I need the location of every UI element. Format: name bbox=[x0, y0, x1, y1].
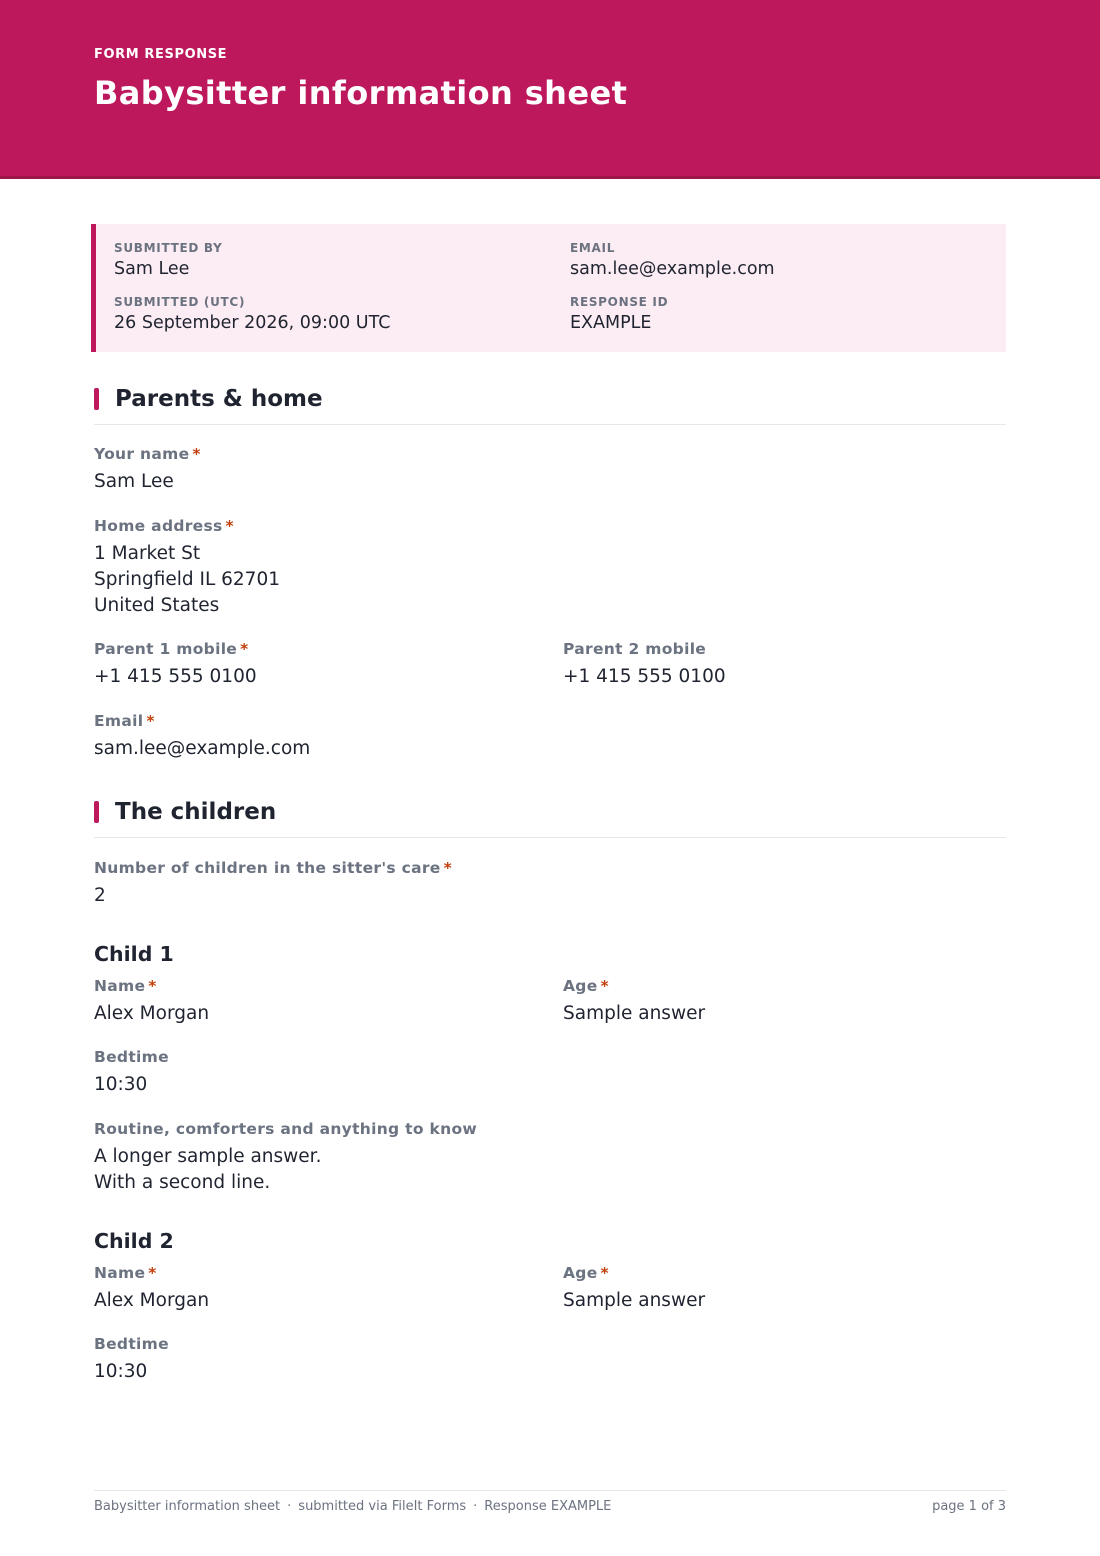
meta-label: EMAIL bbox=[570, 241, 616, 255]
footer-info bbox=[94, 1499, 611, 1515]
field-value: 2 bbox=[94, 885, 106, 906]
field-value: +1 415 555 0100 bbox=[563, 666, 726, 687]
field-label: Age * bbox=[563, 977, 609, 995]
field-child1-name bbox=[94, 976, 209, 1027]
footer-form-name: Babysitter information sheet bbox=[94, 1499, 281, 1514]
page-number: page 1 of 3 bbox=[932, 1499, 1006, 1514]
footer-response: Response EXAMPLE bbox=[484, 1499, 612, 1514]
meta-value: EXAMPLE bbox=[570, 313, 652, 333]
field-child2-name bbox=[94, 1263, 209, 1314]
field-label: Parent 1 mobile * bbox=[94, 640, 249, 658]
submission-meta bbox=[91, 224, 1006, 352]
field-label: Routine, comforters and anything to know bbox=[94, 1120, 478, 1138]
field-value: Sample answer bbox=[563, 1290, 706, 1311]
field-child1-age bbox=[563, 976, 705, 1027]
field-children-count bbox=[94, 858, 452, 909]
field-value: 1 Market St Springfield IL 62701 United States bbox=[94, 543, 280, 616]
required-marker: * bbox=[443, 859, 453, 877]
field-child1-bedtime bbox=[94, 1047, 169, 1098]
field-value: Sam Lee bbox=[94, 471, 174, 492]
required-marker: * bbox=[240, 640, 249, 658]
field-label: Parent 2 mobile bbox=[563, 640, 707, 658]
required-marker: * bbox=[148, 1264, 157, 1282]
field-label: Name * bbox=[94, 1264, 157, 1282]
field-label: Number of children in the sitter's care * bbox=[94, 859, 453, 877]
field-label: Bedtime bbox=[94, 1335, 169, 1353]
meta-submitted-by bbox=[114, 241, 223, 280]
required-marker: * bbox=[225, 517, 234, 535]
field-child2-bedtime bbox=[94, 1334, 169, 1385]
meta-label: SUBMITTED (UTC) bbox=[114, 295, 246, 309]
field-child1-routine bbox=[94, 1119, 477, 1196]
meta-value: Sam Lee bbox=[114, 259, 190, 279]
page-title: Babysitter information sheet bbox=[94, 74, 628, 112]
meta-value: sam.lee@example.com bbox=[570, 259, 775, 279]
section-the-children bbox=[94, 797, 1006, 838]
meta-email bbox=[570, 241, 775, 280]
section-parents-home bbox=[94, 384, 1006, 425]
field-value: sam.lee@example.com bbox=[94, 738, 311, 759]
field-value: 10:30 bbox=[94, 1074, 148, 1095]
footer-separator: · bbox=[473, 1499, 478, 1514]
required-marker: * bbox=[600, 977, 609, 995]
required-marker: * bbox=[148, 977, 157, 995]
child2-heading: Child 2 bbox=[94, 1229, 174, 1253]
field-value: 10:30 bbox=[94, 1361, 148, 1382]
meta-label: RESPONSE ID bbox=[570, 295, 669, 309]
field-child2-age bbox=[563, 1263, 705, 1314]
field-home-address bbox=[94, 516, 280, 619]
field-label: Name * bbox=[94, 977, 157, 995]
meta-label: SUBMITTED BY bbox=[114, 241, 223, 255]
field-parent1-mobile bbox=[94, 639, 257, 690]
section-title: Parents & home bbox=[115, 386, 323, 412]
section-title: The children bbox=[115, 799, 277, 825]
field-label: Email * bbox=[94, 712, 155, 730]
header-kicker: FORM RESPONSE bbox=[94, 47, 228, 62]
field-value: A longer sample answer. With a second line. bbox=[94, 1146, 322, 1193]
field-value: Alex Morgan bbox=[94, 1290, 210, 1311]
child1-heading: Child 1 bbox=[94, 942, 174, 966]
page-header bbox=[0, 0, 1100, 179]
field-label: Your name * bbox=[94, 445, 201, 463]
field-email bbox=[94, 711, 310, 762]
field-label: Age * bbox=[563, 1264, 609, 1282]
field-value: Sample answer bbox=[563, 1003, 706, 1024]
required-marker: * bbox=[600, 1264, 609, 1282]
field-parent2-mobile bbox=[563, 639, 726, 690]
required-marker: * bbox=[146, 712, 155, 730]
field-label: Home address * bbox=[94, 517, 234, 535]
page-footer bbox=[94, 1490, 1006, 1514]
footer-separator: · bbox=[287, 1499, 292, 1514]
required-marker: * bbox=[192, 445, 201, 463]
section-accent-bar bbox=[94, 801, 99, 823]
meta-response-id bbox=[570, 295, 668, 334]
field-label: Bedtime bbox=[94, 1048, 169, 1066]
footer-via: submitted via FileIt Forms bbox=[298, 1499, 467, 1514]
meta-submitted-utc bbox=[114, 295, 390, 334]
field-your-name bbox=[94, 444, 201, 495]
field-value: Alex Morgan bbox=[94, 1003, 210, 1024]
field-value: +1 415 555 0100 bbox=[94, 666, 257, 687]
section-accent-bar bbox=[94, 388, 99, 410]
meta-value: 26 September 2026, 09:00 UTC bbox=[114, 313, 391, 333]
